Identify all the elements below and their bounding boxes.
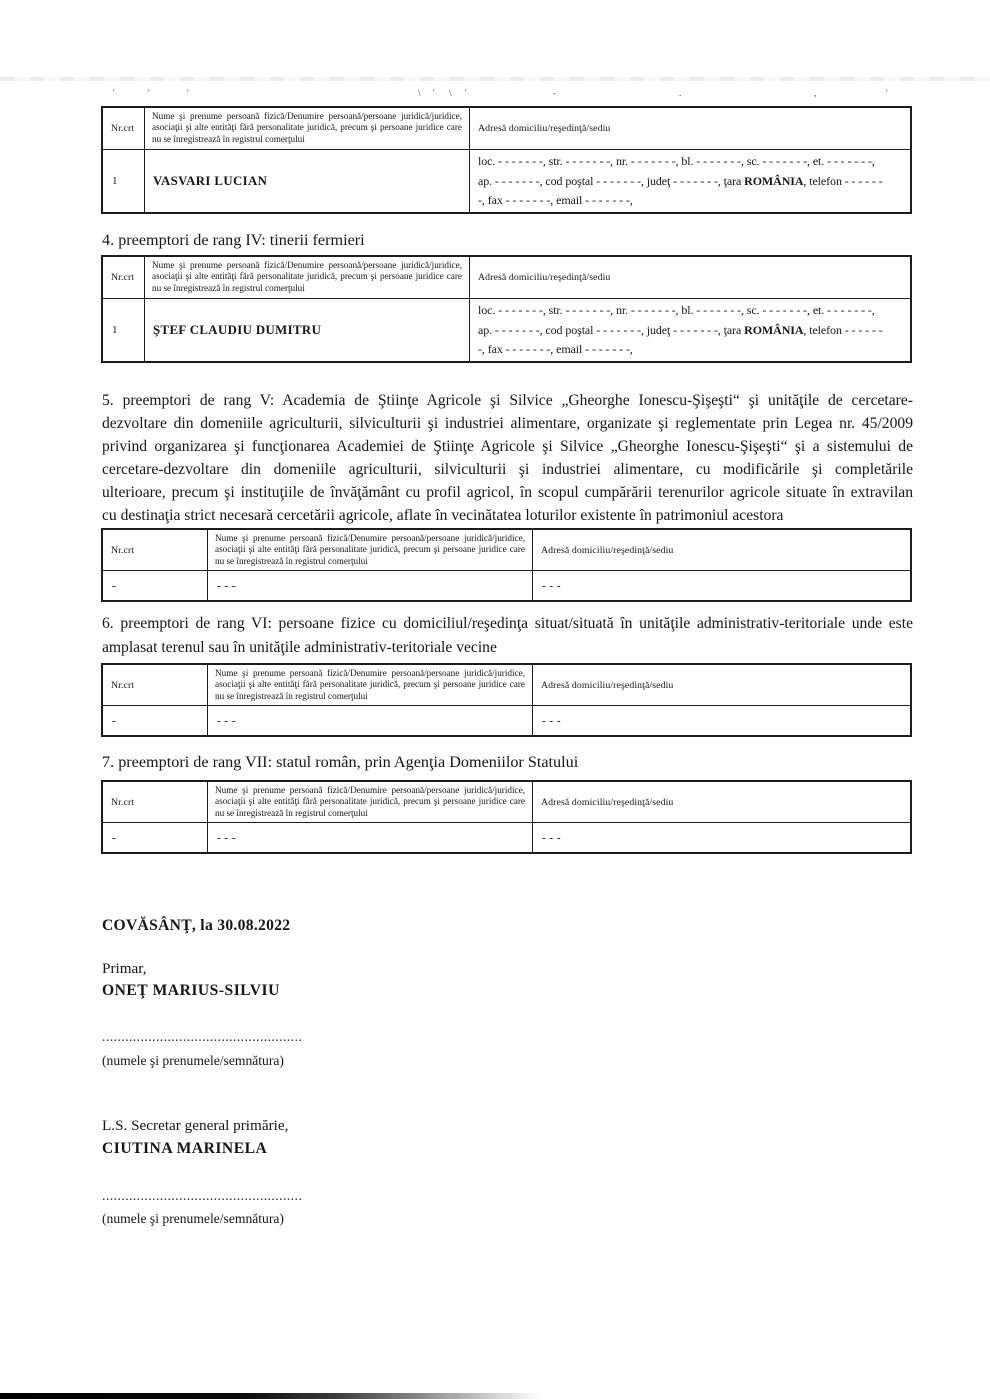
- scan-artifact-mark: \: [418, 88, 421, 98]
- header-cell-nr: Nr.crt: [111, 796, 135, 808]
- scan-artifact-mark: ': [187, 88, 189, 98]
- scan-artifact-mark: ': [113, 88, 115, 98]
- section7-heading: 7. preemptori de rang VII: statul român, prin Agenţia Domeniilor Statului: [102, 753, 579, 771]
- section6-heading: [102, 612, 913, 660]
- scan-artifact-mark: .: [679, 88, 682, 98]
- paragraph-line: privind organizarea şi funcţionarea Academiei de Ştiinţe Agricole şi Silvice „Gheorghe Ionescu-Şişeşti“ şi a sistemului de: [102, 438, 913, 455]
- header-cell-name: Nume şi prenume persoană fizică/Denumire persoană/persoane juridică/juridice, asociaţii şi alte entităţi fără personalitate juridică, precum şi persoane juridice care nu se înregistrează în registrul comerţului: [207, 665, 532, 705]
- secretary-name: CIUTINA MARINELA: [102, 1140, 268, 1157]
- header-cell-address: Adresă domiciliu/reşedinţă/sediu: [532, 782, 910, 822]
- cell-name: - - -: [207, 823, 532, 852]
- cell-name: - - -: [207, 706, 532, 735]
- preemptors-rank6-table: [101, 663, 912, 737]
- address-line-3: -, fax - - - - - - -, email - - - - - - -,: [478, 193, 633, 207]
- preemptors-rank5-table: [101, 528, 912, 602]
- header-cell-nr: Nr.crt: [111, 272, 135, 283]
- paragraph-line: amplasat terenul sau în unităţile administrativ-teritoriale vecine: [102, 639, 497, 656]
- paragraph-line: 6. preemptori de rang VI: persoane fizice cu domiciliul/reşedinţa situat/situată în unităţile administrativ-teritoriale unde este: [102, 615, 913, 632]
- scan-artifact-mark: ,: [814, 88, 817, 98]
- cell-name: VASVARI LUCIAN: [144, 150, 469, 212]
- header-cell-name: Nume şi prenume persoană fizică/Denumire persoană/persoane juridică/juridice, asociaţii şi alte entităţi fără personalitate juridică, precum şi persoane juridice care nu se înregistrează în registrul comerţului: [207, 530, 532, 570]
- header-cell-name: Nume şi prenume persoană fizică/Denumire persoană/persoane juridică/juridice, asociaţii şi alte entităţi fără personalitate juridică, precum şi persoane juridice care nu se înregistrează în registrul comerţului: [144, 108, 469, 149]
- cell-nr: 1: [112, 175, 118, 187]
- table-row: [103, 150, 910, 212]
- cell-name: ŞTEF CLAUDIU DUMITRU: [144, 299, 469, 361]
- address-line-1: loc. - - - - - - -, str. - - - - - - -, nr. - - - - - - -, bl. - - - - - - -, sc. - - - - - - -, et. - - - - - - -,: [478, 154, 875, 168]
- cell-address: [469, 150, 910, 212]
- cell-name: - - -: [207, 571, 532, 600]
- place-and-date: COVĂSÂNŢ, la 30.08.2022: [102, 917, 291, 934]
- table-header-row: [103, 257, 910, 299]
- section4-heading: 4. preemptori de rang IV: tinerii fermieri: [102, 231, 365, 249]
- cell-nr: -: [112, 579, 117, 592]
- cell-address: - - -: [532, 706, 910, 735]
- header-cell-nr: Nr.crt: [111, 544, 135, 556]
- country-name: ROMÂNIA: [744, 322, 804, 337]
- header-cell-address: Adresă domiciliu/reşedinţă/sediu: [469, 257, 910, 298]
- cell-nr: 1: [112, 324, 118, 336]
- scan-artifact-mark: -: [553, 88, 556, 98]
- scan-artifact-mark: \: [449, 88, 452, 98]
- scan-artifact-mark: ': [148, 88, 150, 98]
- address-line2-pre: ap. - - - - - - -, cod poştal - - - - - - -, judeţ - - - - - - -, ţara: [478, 322, 745, 337]
- preemptors-rank4-table: [101, 255, 912, 363]
- address-line-3: -, fax - - - - - - -, email - - - - - - -,: [478, 342, 633, 356]
- table-row: [103, 823, 910, 852]
- address-line2-post: , telefon - - - - - -: [803, 322, 883, 337]
- header-cell-address: Adresă domiciliu/reşedinţă/sediu: [532, 530, 910, 570]
- table-row: [103, 571, 910, 600]
- top-edge-artifacts: [0, 88, 990, 102]
- signature-caption: (numele şi prenumele/semnătura): [102, 1211, 284, 1226]
- header-cell-name: Nume şi prenume persoană fizică/Denumire persoană/persoane juridică/juridice, asociaţii şi alte entităţi fără personalitate juridică, precum şi persoane juridice care nu se înregistrează în registrul comerţului: [144, 257, 469, 298]
- signature-caption: (numele şi prenumele/semnătura): [102, 1053, 284, 1068]
- scan-edge-band: [0, 77, 990, 81]
- address-line2-pre: ap. - - - - - - -, cod poştal - - - - - - -, judeţ - - - - - - -, ţara: [478, 173, 745, 188]
- table-header-row: [103, 665, 910, 706]
- cell-address: - - -: [532, 823, 910, 852]
- paragraph-line: 5. preemptori de rang V: Academia de Ştiinţe Agricole şi Silvice „Gheorghe Ionescu-Şişeşti“ şi unităţile de cercetare-: [102, 392, 913, 409]
- table-header-row: [103, 108, 910, 150]
- mayor-name: ONEŢ MARIUS-SILVIU: [102, 982, 280, 999]
- preemptors-rank7-table: [101, 780, 912, 854]
- signature-line: ....................................................: [102, 1189, 303, 1204]
- header-cell-nr: Nr.crt: [111, 679, 135, 691]
- address-line-2: [478, 172, 902, 192]
- address-line-2: [478, 321, 902, 341]
- paragraph-line: cu destinaţia strict necesară cercetării agricole, aflate în vecinătatea loturilor existente în patrimoniul acestora: [102, 507, 784, 524]
- table-row: [103, 299, 910, 361]
- table-header-row: [103, 782, 910, 823]
- scan-bottom-bar: [0, 1393, 540, 1399]
- cell-nr: -: [112, 714, 117, 727]
- mayor-label: Primar,: [102, 960, 147, 977]
- address-line-1: loc. - - - - - - -, str. - - - - - - -, nr. - - - - - - -, bl. - - - - - - -, sc. - - - - - - -, et. - - - - - - -,: [478, 303, 875, 317]
- header-cell-address: Adresă domiciliu/reşedinţă/sediu: [469, 108, 910, 149]
- paragraph-line: cercetare-dezvoltare din domeniile agriculturii, silviculturii şi industriei alimentare, cu modificările şi completările: [102, 461, 913, 478]
- signature-line: ....................................................: [102, 1030, 303, 1045]
- scan-artifact-mark: ': [886, 88, 888, 98]
- cell-address: - - -: [532, 571, 910, 600]
- paragraph-line: ulterioare, precum şi instituţiile de învăţământ cu profil agricol, în scopul cumpărării terenurilor agricole situate în extravilan: [102, 484, 913, 501]
- header-cell-address: Adresă domiciliu/reşedinţă/sediu: [532, 665, 910, 705]
- scan-artifact-mark: ': [433, 88, 435, 98]
- cell-address: [469, 299, 910, 361]
- preemptors-rank3-table: [101, 106, 912, 214]
- table-row: [103, 706, 910, 735]
- scan-artifact-mark: ': [465, 88, 467, 98]
- header-cell-name: Nume şi prenume persoană fizică/Denumire persoană/persoane juridică/juridice, asociaţii şi alte entităţi fără personalitate juridică, precum şi persoane juridice care nu se înregistrează în registrul comerţului: [207, 782, 532, 822]
- section5-paragraph: [102, 389, 913, 527]
- address-line2-post: , telefon - - - - - -: [803, 173, 883, 188]
- country-name: ROMÂNIA: [744, 173, 804, 188]
- table-header-row: [103, 530, 910, 571]
- secretary-label: L.S. Secretar general primărie,: [102, 1117, 289, 1134]
- cell-nr: -: [112, 831, 117, 844]
- header-cell-nr: Nr.crt: [111, 123, 135, 134]
- paragraph-line: dezvoltare din domeniile agriculturii, silviculturii şi industriei alimentare, organizate şi reglementate prin Legea nr. 45/2009: [102, 415, 913, 432]
